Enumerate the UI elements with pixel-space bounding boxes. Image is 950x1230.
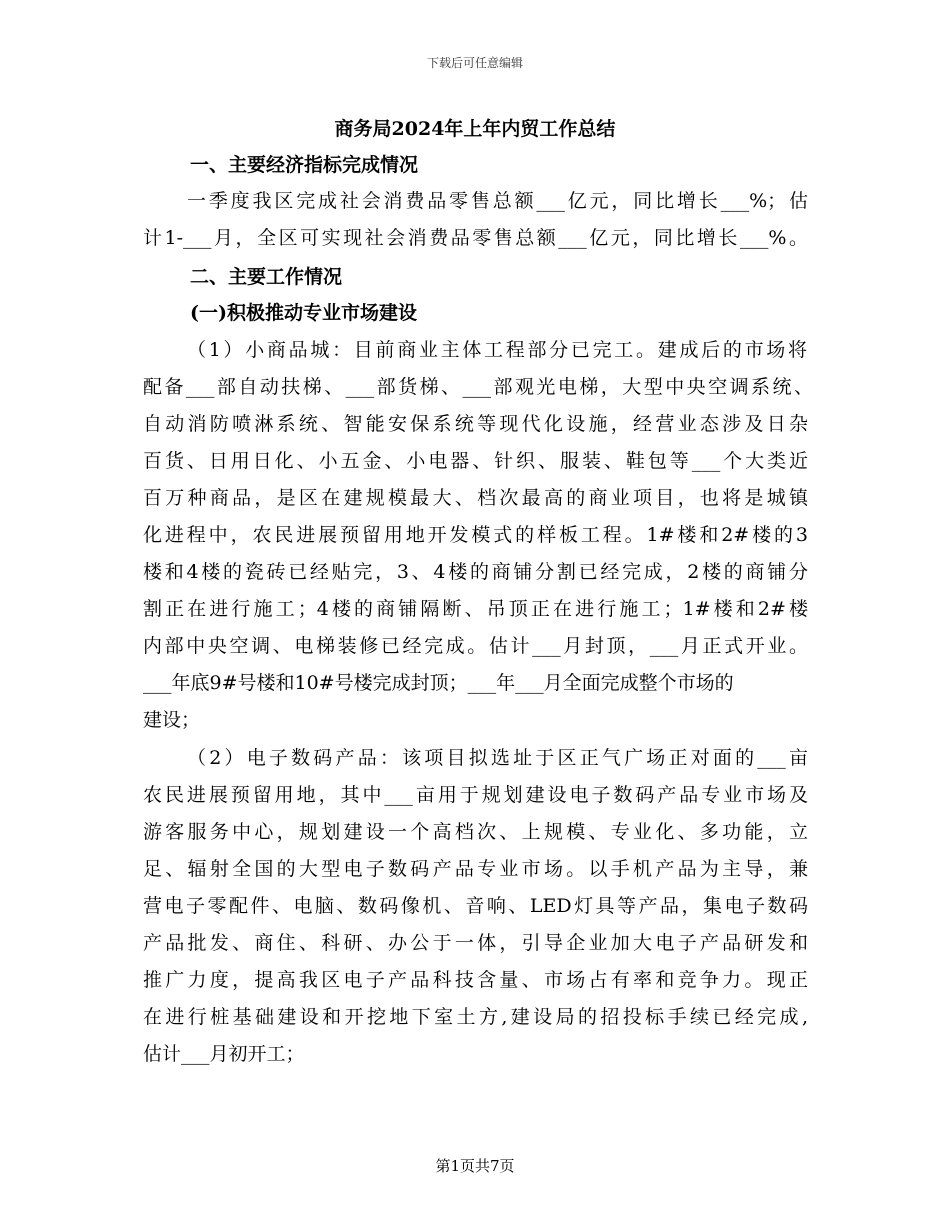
paragraph-line: 营电子零配件、电脑、数码像机、音响、LED灯具等产品，集电子数码 bbox=[143, 895, 808, 917]
paragraph-line: 内部中央空调、电梯装修已经完成。估计___月封顶，___月正式开业。 bbox=[143, 635, 808, 657]
paragraph-line: 游客服务中心，规划建设一个高档次、上规模、专业化、多功能，立 bbox=[143, 821, 808, 843]
page-footer: 第1页共7页 bbox=[435, 1157, 515, 1175]
paragraph-line: 一季度我区完成社会消费品零售总额___亿元，同比增长___%；估 bbox=[187, 190, 808, 212]
section-heading-2: 二、主要工作情况 bbox=[190, 266, 343, 288]
paragraph-line: 楼和4楼的瓷砖已经贴完，3、4楼的商铺分割已经完成，2楼的商铺分 bbox=[143, 561, 808, 583]
document-title: 商务局2024年上年内贸工作总结 bbox=[334, 118, 616, 140]
paragraph-line: 百货、日用日化、小五金、小电器、针织、服装、鞋包等___个大类近 bbox=[143, 450, 808, 472]
paragraph-line: 推广力度，提高我区电子产品科技含量、市场占有率和竞争力。现正 bbox=[143, 969, 808, 991]
paragraph-line: 百万种商品，是区在建规模最大、档次最高的商业项目，也将是城镇 bbox=[143, 487, 808, 509]
subsection-heading-1: (一)积极推动专业市场建设 bbox=[190, 302, 417, 324]
page-header: 下载后可任意编辑 bbox=[426, 56, 523, 70]
paragraph-line: 自动消防喷淋系统、智能安保系统等现代化设施，经营业态涉及日杂 bbox=[143, 413, 808, 435]
paragraph-line: 化进程中，农民进展预留用地开发模式的样板工程。1#楼和2#楼的3 bbox=[143, 524, 808, 546]
paragraph-line: 足、辐射全国的大型电子数码产品专业市场。以手机产品为主导，兼 bbox=[143, 858, 808, 880]
paragraph-line: 配备___部自动扶梯、___部货梯、___部观光电梯，大型中央空调系统、 bbox=[143, 376, 813, 398]
paragraph-line: 割正在进行施工；4楼的商铺隔断、吊顶正在进行施工；1#楼和2#楼 bbox=[143, 598, 808, 620]
paragraph-line: 估计___月初开工； bbox=[143, 1043, 305, 1065]
paragraph-line: （2）电子数码产品：该项目拟选址于区正气广场正对面的___亩 bbox=[187, 747, 808, 769]
paragraph-line: 计1-___月，全区可实现社会消费品零售总额___亿元，同比增长___%。 bbox=[143, 227, 808, 249]
section-heading-1: 一、主要经济指标完成情况 bbox=[190, 154, 419, 176]
paragraph-line: 建设； bbox=[143, 709, 201, 731]
paragraph-line: 产品批发、商住、科研、办公于一体，引导企业加大电子产品研发和 bbox=[143, 932, 808, 954]
paragraph-line: ___年底9#号楼和10#号楼完成封顶；___年___月全面完成整个市场的 bbox=[143, 672, 734, 694]
paragraph-line: 在进行桩基础建设和开挖地下室土方,建设局的招投标手续已经完成, bbox=[143, 1006, 808, 1028]
paragraph-line: 农民进展预留用地，其中___亩用于规划建设电子数码产品专业市场及 bbox=[143, 784, 808, 806]
paragraph-line: （1）小商品城：目前商业主体工程部分已完工。建成后的市场将 bbox=[187, 339, 807, 361]
